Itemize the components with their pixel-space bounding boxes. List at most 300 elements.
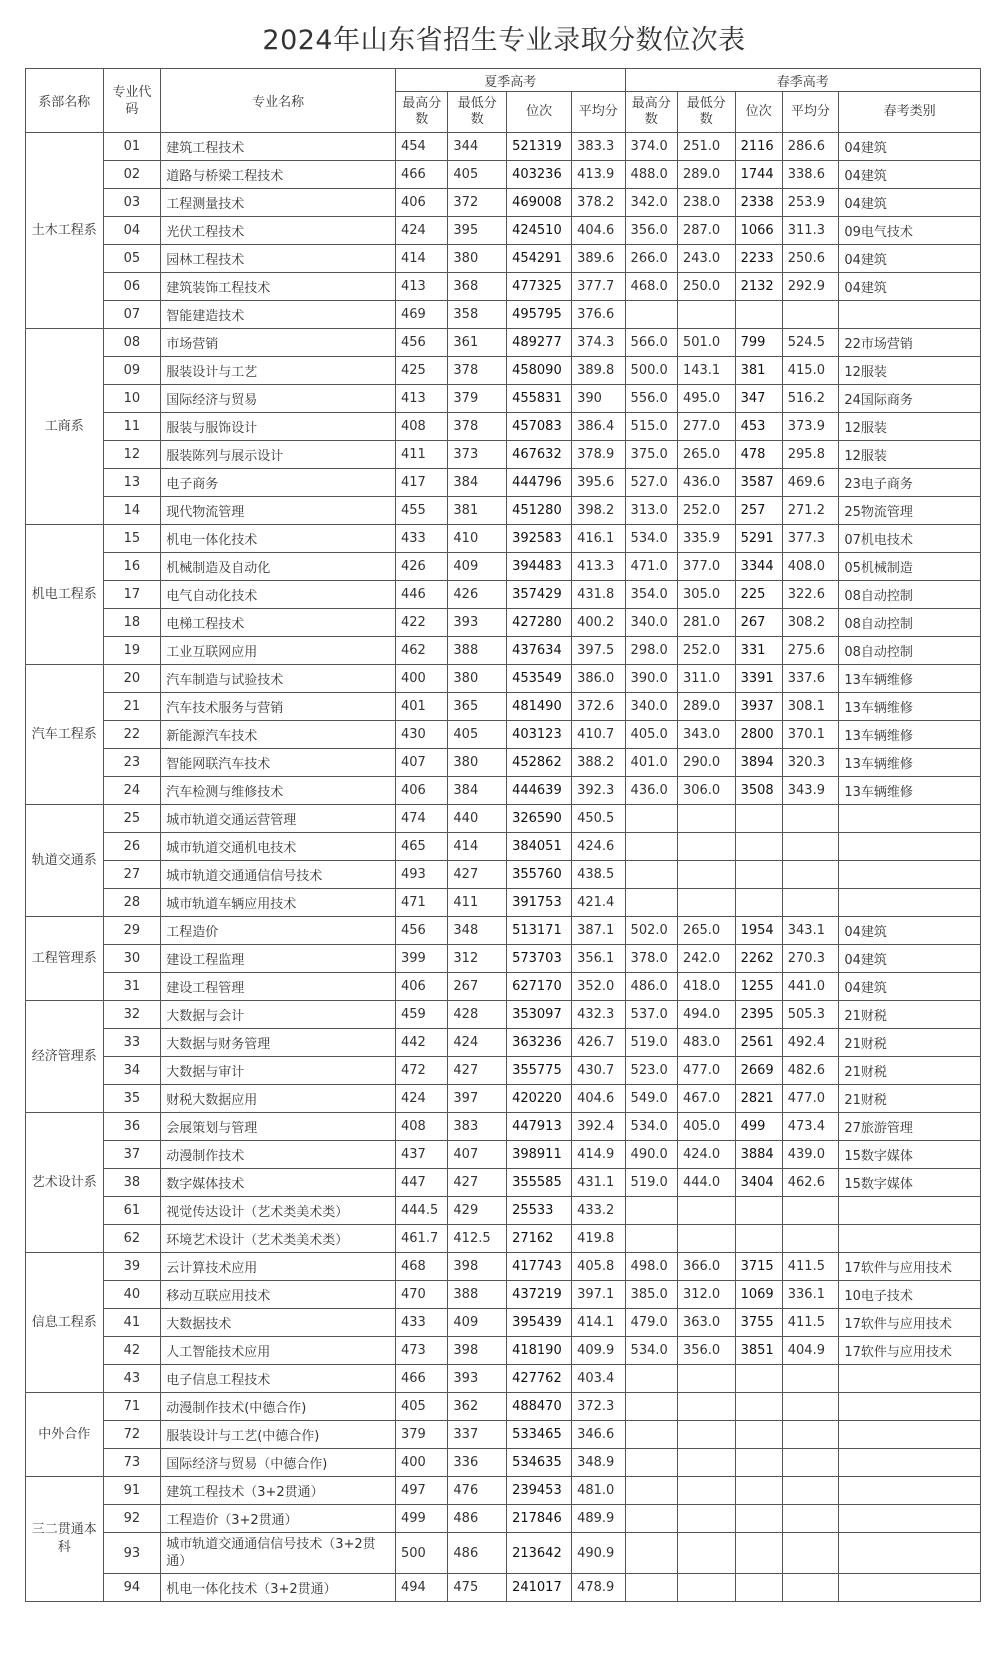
spring-avg-cell — [782, 1421, 839, 1449]
spring-category-cell: 12服装 — [839, 413, 981, 441]
header-spring-avg: 平均分 — [782, 92, 839, 133]
summer-rank-cell: 403123 — [507, 721, 572, 749]
summer-rank-cell: 355760 — [507, 861, 572, 889]
code-cell: 07 — [103, 301, 161, 329]
summer-min-cell: 440 — [448, 805, 507, 833]
summer-min-cell: 358 — [448, 301, 507, 329]
summer-avg-cell: 387.1 — [572, 917, 625, 945]
spring-min-cell: 287.0 — [677, 217, 735, 245]
table-header — [26, 69, 981, 133]
name-cell: 服装设计与工艺 — [161, 357, 396, 385]
summer-max-cell: 406 — [396, 973, 448, 1001]
spring-rank-cell: 3937 — [735, 693, 782, 721]
spring-max-cell: 356.0 — [625, 217, 677, 245]
spring-min-cell — [677, 1393, 735, 1421]
code-cell: 28 — [103, 889, 161, 917]
summer-min-cell: 398 — [448, 1253, 507, 1281]
summer-max-cell: 470 — [396, 1281, 448, 1309]
header-spring-min: 最低分数 — [677, 92, 735, 133]
code-cell: 33 — [103, 1029, 161, 1057]
spring-avg-cell: 343.1 — [782, 917, 839, 945]
summer-avg-cell: 389.8 — [572, 357, 625, 385]
summer-avg-cell: 424.6 — [572, 833, 625, 861]
code-cell: 04 — [103, 217, 161, 245]
spring-category-cell: 08自动控制 — [839, 609, 981, 637]
summer-rank-cell: 447913 — [507, 1113, 572, 1141]
summer-max-cell: 401 — [396, 693, 448, 721]
summer-min-cell: 411 — [448, 889, 507, 917]
name-cell: 建筑装饰工程技术 — [161, 273, 396, 301]
spring-rank-cell: 799 — [735, 329, 782, 357]
table-row — [26, 329, 981, 357]
spring-max-cell — [625, 1533, 677, 1574]
table-row — [26, 1029, 981, 1057]
spring-category-cell: 12服装 — [839, 357, 981, 385]
spring-rank-cell: 453 — [735, 413, 782, 441]
code-cell: 29 — [103, 917, 161, 945]
summer-min-cell: 427 — [448, 1057, 507, 1085]
name-cell: 电梯工程技术 — [161, 609, 396, 637]
summer-min-cell: 378 — [448, 357, 507, 385]
table-row — [26, 1449, 981, 1477]
dept-cell: 中外合作 — [26, 1393, 104, 1477]
spring-avg-cell — [782, 1574, 839, 1602]
summer-avg-cell: 414.9 — [572, 1141, 625, 1169]
spring-category-cell: 04建筑 — [839, 133, 981, 161]
spring-rank-cell: 3391 — [735, 665, 782, 693]
spring-min-cell — [677, 889, 735, 917]
spring-rank-cell: 331 — [735, 637, 782, 665]
summer-max-cell: 413 — [396, 385, 448, 413]
summer-avg-cell: 372.3 — [572, 1393, 625, 1421]
summer-rank-cell: 420220 — [507, 1085, 572, 1113]
spring-rank-cell: 257 — [735, 497, 782, 525]
spring-min-cell — [677, 1574, 735, 1602]
code-cell: 26 — [103, 833, 161, 861]
summer-avg-cell: 430.7 — [572, 1057, 625, 1085]
summer-rank-cell: 417743 — [507, 1253, 572, 1281]
summer-max-cell: 446 — [396, 581, 448, 609]
summer-rank-cell: 355585 — [507, 1169, 572, 1197]
spring-max-cell: 500.0 — [625, 357, 677, 385]
table-row — [26, 1505, 981, 1533]
spring-avg-cell: 492.4 — [782, 1029, 839, 1057]
summer-rank-cell: 627170 — [507, 973, 572, 1001]
spring-avg-cell: 292.9 — [782, 273, 839, 301]
spring-max-cell — [625, 1574, 677, 1602]
name-cell: 道路与桥梁工程技术 — [161, 161, 396, 189]
summer-max-cell: 406 — [396, 189, 448, 217]
spring-min-cell: 242.0 — [677, 945, 735, 973]
spring-min-cell: 405.0 — [677, 1113, 735, 1141]
name-cell: 汽车检测与维修技术 — [161, 777, 396, 805]
name-cell: 国际经济与贸易 — [161, 385, 396, 413]
table-row — [26, 1533, 981, 1574]
spring-max-cell — [625, 805, 677, 833]
spring-category-cell: 08自动控制 — [839, 581, 981, 609]
spring-avg-cell: 250.6 — [782, 245, 839, 273]
table-row — [26, 1057, 981, 1085]
spring-max-cell: 527.0 — [625, 469, 677, 497]
spring-category-cell: 22市场营销 — [839, 329, 981, 357]
spring-rank-cell — [735, 1449, 782, 1477]
summer-max-cell: 433 — [396, 1309, 448, 1337]
summer-min-cell: 381 — [448, 497, 507, 525]
spring-min-cell: 243.0 — [677, 245, 735, 273]
spring-min-cell — [677, 1365, 735, 1393]
spring-category-cell — [839, 1393, 981, 1421]
name-cell: 电子信息工程技术 — [161, 1365, 396, 1393]
spring-category-cell — [839, 301, 981, 329]
summer-rank-cell: 391753 — [507, 889, 572, 917]
summer-rank-cell: 481490 — [507, 693, 572, 721]
code-cell: 17 — [103, 581, 161, 609]
spring-max-cell: 486.0 — [625, 973, 677, 1001]
summer-min-cell: 427 — [448, 1169, 507, 1197]
code-cell: 61 — [103, 1197, 161, 1225]
spring-max-cell: 471.0 — [625, 553, 677, 581]
spring-category-cell: 27旅游管理 — [839, 1113, 981, 1141]
code-cell: 41 — [103, 1309, 161, 1337]
summer-avg-cell: 388.2 — [572, 749, 625, 777]
spring-avg-cell: 415.0 — [782, 357, 839, 385]
summer-avg-cell: 431.1 — [572, 1169, 625, 1197]
table-body — [26, 133, 981, 1602]
spring-avg-cell — [782, 1393, 839, 1421]
spring-category-cell — [839, 1197, 981, 1225]
summer-min-cell: 380 — [448, 245, 507, 273]
summer-rank-cell: 533465 — [507, 1421, 572, 1449]
summer-max-cell: 400 — [396, 665, 448, 693]
spring-category-cell: 04建筑 — [839, 273, 981, 301]
name-cell: 视觉传达设计（艺术类美术类） — [161, 1197, 396, 1225]
spring-max-cell — [625, 1505, 677, 1533]
summer-min-cell: 409 — [448, 553, 507, 581]
spring-rank-cell: 3587 — [735, 469, 782, 497]
summer-min-cell: 410 — [448, 525, 507, 553]
spring-avg-cell: 477.0 — [782, 1085, 839, 1113]
summer-rank-cell: 455831 — [507, 385, 572, 413]
spring-max-cell: 405.0 — [625, 721, 677, 749]
table-row — [26, 1337, 981, 1365]
summer-min-cell: 428 — [448, 1001, 507, 1029]
table-row — [26, 1253, 981, 1281]
name-cell: 大数据与财务管理 — [161, 1029, 396, 1057]
spring-max-cell — [625, 1393, 677, 1421]
summer-min-cell: 412.5 — [448, 1225, 507, 1253]
table-row — [26, 1113, 981, 1141]
spring-min-cell: 495.0 — [677, 385, 735, 413]
summer-avg-cell: 481.0 — [572, 1477, 625, 1505]
summer-rank-cell: 217846 — [507, 1505, 572, 1533]
code-cell: 92 — [103, 1505, 161, 1533]
summer-max-cell: 433 — [396, 525, 448, 553]
code-cell: 18 — [103, 609, 161, 637]
name-cell: 城市轨道交通机电技术 — [161, 833, 396, 861]
spring-max-cell: 266.0 — [625, 245, 677, 273]
summer-avg-cell: 356.1 — [572, 945, 625, 973]
spring-min-cell: 281.0 — [677, 609, 735, 637]
spring-min-cell — [677, 1449, 735, 1477]
spring-rank-cell — [735, 1533, 782, 1574]
name-cell: 光伏工程技术 — [161, 217, 396, 245]
spring-category-cell: 05机械制造 — [839, 553, 981, 581]
code-cell: 38 — [103, 1169, 161, 1197]
summer-avg-cell: 409.9 — [572, 1337, 625, 1365]
summer-avg-cell: 392.3 — [572, 777, 625, 805]
spring-max-cell: 313.0 — [625, 497, 677, 525]
spring-rank-cell — [735, 1574, 782, 1602]
table-row — [26, 189, 981, 217]
name-cell: 汽车制造与试验技术 — [161, 665, 396, 693]
name-cell: 建设工程监理 — [161, 945, 396, 973]
spring-min-cell: 483.0 — [677, 1029, 735, 1057]
table-row — [26, 1574, 981, 1602]
summer-min-cell: 388 — [448, 1281, 507, 1309]
spring-min-cell — [677, 861, 735, 889]
code-cell: 39 — [103, 1253, 161, 1281]
spring-max-cell: 549.0 — [625, 1085, 677, 1113]
dept-cell: 经济管理系 — [26, 1001, 104, 1113]
table-row — [26, 1309, 981, 1337]
spring-avg-cell: 308.2 — [782, 609, 839, 637]
table-row — [26, 693, 981, 721]
summer-max-cell: 473 — [396, 1337, 448, 1365]
summer-avg-cell: 438.5 — [572, 861, 625, 889]
spring-rank-cell: 1069 — [735, 1281, 782, 1309]
name-cell: 建筑工程技术 — [161, 133, 396, 161]
summer-min-cell: 395 — [448, 217, 507, 245]
spring-rank-cell: 3508 — [735, 777, 782, 805]
spring-rank-cell — [735, 861, 782, 889]
summer-rank-cell: 241017 — [507, 1574, 572, 1602]
table-row — [26, 1477, 981, 1505]
spring-rank-cell: 381 — [735, 357, 782, 385]
summer-rank-cell: 363236 — [507, 1029, 572, 1057]
spring-category-cell: 17软件与应用技术 — [839, 1309, 981, 1337]
name-cell: 机械制造及自动化 — [161, 553, 396, 581]
spring-min-cell: 424.0 — [677, 1141, 735, 1169]
spring-category-cell: 10电子技术 — [839, 1281, 981, 1309]
summer-min-cell: 393 — [448, 1365, 507, 1393]
spring-avg-cell: 505.3 — [782, 1001, 839, 1029]
code-cell: 22 — [103, 721, 161, 749]
spring-category-cell — [839, 833, 981, 861]
summer-avg-cell: 374.3 — [572, 329, 625, 357]
spring-avg-cell: 462.6 — [782, 1169, 839, 1197]
spring-max-cell: 375.0 — [625, 441, 677, 469]
spring-max-cell: 502.0 — [625, 917, 677, 945]
spring-min-cell — [677, 1477, 735, 1505]
summer-max-cell: 437 — [396, 1141, 448, 1169]
dept-cell: 工程管理系 — [26, 917, 104, 1001]
admission-score-table — [25, 68, 981, 1602]
summer-max-cell: 400 — [396, 1449, 448, 1477]
table-row — [26, 133, 981, 161]
spring-min-cell — [677, 1421, 735, 1449]
summer-min-cell: 486 — [448, 1505, 507, 1533]
header-summer: 夏季高考 — [396, 69, 626, 92]
spring-min-cell: 501.0 — [677, 329, 735, 357]
summer-max-cell: 424 — [396, 217, 448, 245]
spring-category-cell: 04建筑 — [839, 973, 981, 1001]
spring-rank-cell: 478 — [735, 441, 782, 469]
summer-min-cell: 312 — [448, 945, 507, 973]
spring-max-cell: 374.0 — [625, 133, 677, 161]
dept-cell: 三二贯通本科 — [26, 1477, 104, 1602]
summer-rank-cell: 357429 — [507, 581, 572, 609]
name-cell: 城市轨道车辆应用技术 — [161, 889, 396, 917]
spring-max-cell: 498.0 — [625, 1253, 677, 1281]
spring-min-cell: 290.0 — [677, 749, 735, 777]
code-cell: 30 — [103, 945, 161, 973]
code-cell: 37 — [103, 1141, 161, 1169]
summer-max-cell: 408 — [396, 1113, 448, 1141]
spring-avg-cell — [782, 1533, 839, 1574]
spring-rank-cell — [735, 1225, 782, 1253]
summer-avg-cell: 400.2 — [572, 609, 625, 637]
header-min: 最低分数 — [448, 92, 507, 133]
name-cell: 财税大数据应用 — [161, 1085, 396, 1113]
name-cell: 会展策划与管理 — [161, 1113, 396, 1141]
table-row — [26, 1281, 981, 1309]
summer-max-cell: 422 — [396, 609, 448, 637]
table-row — [26, 665, 981, 693]
code-cell: 03 — [103, 189, 161, 217]
spring-max-cell: 340.0 — [625, 693, 677, 721]
spring-avg-cell: 441.0 — [782, 973, 839, 1001]
summer-rank-cell: 353097 — [507, 1001, 572, 1029]
spring-avg-cell: 338.6 — [782, 161, 839, 189]
spring-category-cell: 13车辆维修 — [839, 665, 981, 693]
spring-min-cell: 335.9 — [677, 525, 735, 553]
spring-rank-cell: 3404 — [735, 1169, 782, 1197]
name-cell: 智能建造技术 — [161, 301, 396, 329]
summer-min-cell: 476 — [448, 1477, 507, 1505]
table-row — [26, 1197, 981, 1225]
spring-min-cell: 265.0 — [677, 441, 735, 469]
spring-avg-cell: 482.6 — [782, 1057, 839, 1085]
table-row — [26, 469, 981, 497]
summer-max-cell: 474 — [396, 805, 448, 833]
summer-avg-cell: 397.1 — [572, 1281, 625, 1309]
summer-min-cell: 379 — [448, 385, 507, 413]
spring-avg-cell: 343.9 — [782, 777, 839, 805]
summer-min-cell: 427 — [448, 861, 507, 889]
code-cell: 71 — [103, 1393, 161, 1421]
spring-min-cell: 305.0 — [677, 581, 735, 609]
code-cell: 94 — [103, 1574, 161, 1602]
summer-min-cell: 397 — [448, 1085, 507, 1113]
summer-min-cell: 405 — [448, 721, 507, 749]
spring-max-cell: 390.0 — [625, 665, 677, 693]
code-cell: 72 — [103, 1421, 161, 1449]
summer-rank-cell: 27162 — [507, 1225, 572, 1253]
spring-rank-cell: 1744 — [735, 161, 782, 189]
code-cell: 27 — [103, 861, 161, 889]
table-row — [26, 301, 981, 329]
spring-rank-cell: 3884 — [735, 1141, 782, 1169]
spring-category-cell: 04建筑 — [839, 161, 981, 189]
summer-max-cell: 468 — [396, 1253, 448, 1281]
summer-rank-cell: 326590 — [507, 805, 572, 833]
table-row — [26, 581, 981, 609]
spring-rank-cell — [735, 833, 782, 861]
summer-rank-cell: 451280 — [507, 497, 572, 525]
summer-max-cell: 500 — [396, 1533, 448, 1574]
spring-rank-cell: 3755 — [735, 1309, 782, 1337]
spring-max-cell: 298.0 — [625, 637, 677, 665]
code-cell: 06 — [103, 273, 161, 301]
page-title: 2024年山东省招生专业录取分数位次表 — [262, 25, 746, 56]
summer-avg-cell: 404.6 — [572, 1085, 625, 1113]
summer-avg-cell: 432.3 — [572, 1001, 625, 1029]
spring-category-cell: 21财税 — [839, 1001, 981, 1029]
spring-avg-cell: 370.1 — [782, 721, 839, 749]
spring-rank-cell — [735, 1393, 782, 1421]
spring-min-cell: 250.0 — [677, 273, 735, 301]
table-row — [26, 441, 981, 469]
summer-min-cell: 384 — [448, 777, 507, 805]
name-cell: 工程测量技术 — [161, 189, 396, 217]
code-cell: 43 — [103, 1365, 161, 1393]
summer-avg-cell: 478.9 — [572, 1574, 625, 1602]
table-row — [26, 385, 981, 413]
summer-avg-cell: 490.9 — [572, 1533, 625, 1574]
summer-avg-cell: 372.6 — [572, 693, 625, 721]
summer-rank-cell: 403236 — [507, 161, 572, 189]
table-row — [26, 1365, 981, 1393]
spring-category-cell — [839, 1505, 981, 1533]
summer-rank-cell: 521319 — [507, 133, 572, 161]
spring-min-cell: 277.0 — [677, 413, 735, 441]
code-cell: 73 — [103, 1449, 161, 1477]
spring-category-cell: 21财税 — [839, 1057, 981, 1085]
table-row — [26, 497, 981, 525]
header-max: 最高分数 — [396, 92, 448, 133]
spring-rank-cell: 2132 — [735, 273, 782, 301]
name-cell: 机电一体化技术（3+2贯通） — [161, 1574, 396, 1602]
summer-max-cell: 459 — [396, 1001, 448, 1029]
spring-category-cell: 25物流管理 — [839, 497, 981, 525]
summer-avg-cell: 397.5 — [572, 637, 625, 665]
table-row — [26, 973, 981, 1001]
name-cell: 现代物流管理 — [161, 497, 396, 525]
summer-rank-cell: 213642 — [507, 1533, 572, 1574]
name-cell: 城市轨道交通通信信号技术 — [161, 861, 396, 889]
summer-avg-cell: 389.6 — [572, 245, 625, 273]
spring-avg-cell — [782, 301, 839, 329]
spring-avg-cell — [782, 1449, 839, 1477]
table-row — [26, 777, 981, 805]
spring-max-cell: 537.0 — [625, 1001, 677, 1029]
spring-category-cell — [839, 1225, 981, 1253]
spring-rank-cell — [735, 1365, 782, 1393]
summer-max-cell: 425 — [396, 357, 448, 385]
spring-category-cell: 24国际商务 — [839, 385, 981, 413]
name-cell: 工程造价 — [161, 917, 396, 945]
summer-avg-cell: 431.8 — [572, 581, 625, 609]
spring-rank-cell: 3715 — [735, 1253, 782, 1281]
summer-avg-cell: 403.4 — [572, 1365, 625, 1393]
code-cell: 20 — [103, 665, 161, 693]
spring-avg-cell: 337.6 — [782, 665, 839, 693]
code-cell: 32 — [103, 1001, 161, 1029]
summer-min-cell: 372 — [448, 189, 507, 217]
spring-rank-cell: 499 — [735, 1113, 782, 1141]
table-row — [26, 861, 981, 889]
summer-avg-cell: 426.7 — [572, 1029, 625, 1057]
